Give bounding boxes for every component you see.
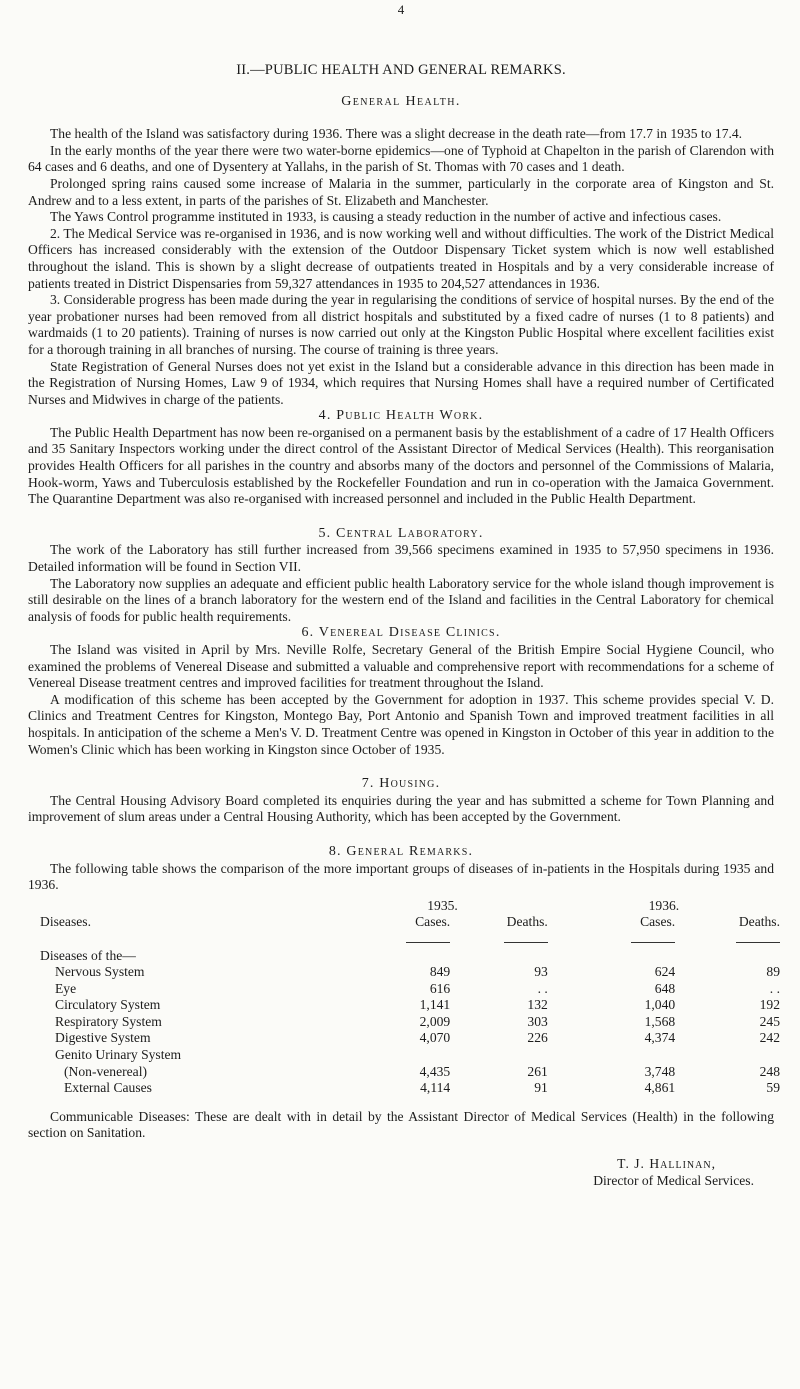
header-rule	[406, 942, 450, 943]
report-body	[28, 126, 780, 1189]
deaths-1936: . .	[769, 980, 780, 996]
heading-central-laboratory: 5. Central Laboratory.	[318, 525, 484, 541]
heading-general-remarks: 8. General Remarks.	[328, 843, 474, 859]
deaths-1935: 91	[534, 1080, 548, 1096]
year-header-1935: 1935.	[427, 897, 458, 913]
paragraph: The Laboratory now supplies an adequate and efficient public health Laboratory service for the whole island though improvement is still desirable on the lines of a branch laboratory for the western end of the Island and facilities in the Central Laboratory for chemical analysis of foods for public health requirements.	[28, 575, 774, 624]
cases-1935: 849	[429, 964, 451, 980]
signature-block	[28, 1156, 774, 1189]
paragraph: Prolonged spring rains caused some increase of Malaria in the summer, particularly in the corporate area of Kingston and St. Andrew and to a less extent, in parts of the parishes of St. Elizabeth and Manchester.	[28, 175, 774, 208]
signatory-name: T. J. Hallinan,	[617, 1156, 716, 1172]
paragraph: The Island was visited in April by Mrs. Neville Rolfe, Secretary General of the British Empire Social Hygiene Council, who examined the problems of Venereal Disease and submitted a valuable and comprehensive report with recommendations for a scheme of Venereal Disease treatment centres and improved facilities for treatment throughout the Island.	[28, 642, 774, 691]
deaths-1936: 59	[766, 1080, 780, 1096]
table-row	[28, 964, 780, 981]
table-row	[28, 1030, 780, 1047]
deaths-1935: 261	[527, 1063, 548, 1079]
paragraph: The Public Health Department has now been re-organised on a permanent basis by the establishment of a cadre of 17 Health Officers and 35 Sanitary Inspectors working under the direct control of the Assistant Director of Medical Services (Health). This reorganisation provides Health Officers for all parishes in the country and absorbs many of the doctors and personnel of the Commissions of Malaria, Hook-worm, Yaws and Tuberculosis established by the Rockefeller Foundation and run in co-operation with the Jamaica Government. The Quarantine Department was also re-organised with increased personnel and included in the Public Health Department.	[28, 424, 774, 507]
deaths-1936: 242	[759, 1030, 780, 1046]
cases-1935: 4,114	[420, 1080, 451, 1096]
paragraph: The following table shows the comparison of the more important groups of diseases of in-patients in the Hospitals during 1935 and 1936.	[28, 860, 774, 893]
cases-1935: 616	[429, 980, 451, 996]
table-row	[28, 997, 780, 1014]
cases-1936: 648	[654, 980, 676, 996]
group-label: Diseases of the—	[40, 947, 136, 963]
table-row	[28, 1014, 780, 1031]
deaths-1935: . .	[537, 980, 548, 996]
disease-name: Digestive System	[55, 1030, 151, 1046]
deaths-1935: 132	[527, 997, 548, 1013]
deaths-1936: 192	[759, 997, 780, 1013]
disease-name: (Non-venereal)	[64, 1063, 148, 1079]
paragraph: The health of the Island was satisfactory during 1936. There was a slight decrease in the death rate—from 17.7 in 1935 to 17.4.	[50, 126, 743, 142]
heading-venereal-disease-clinics: 6. Venereal Disease Clinics.	[301, 625, 501, 641]
cases-1936: 1,040	[644, 997, 676, 1013]
cases-1936: 4,374	[644, 1030, 676, 1046]
section-title: II.—PUBLIC HEALTH AND GENERAL REMARKS.	[236, 62, 566, 78]
cases-1935: 4,070	[419, 1030, 451, 1046]
column-header-deaths: Deaths.	[506, 914, 548, 930]
paragraph: In the early months of the year there were two water-borne epidemics—one of Typhoid at Chapelton in the parish of Clarendon with 64 cases and 6 deaths, and one of Dysentery at Yallahs, in the parish of St. Thomas with 70 cases and 1 death.	[28, 142, 774, 175]
paragraph: The work of the Laboratory has still further increased from 39,566 specimens examined in 1935 to 57,950 specimens in 1936. Detailed information will be found in Section VII.	[28, 542, 774, 575]
column-header-cases: Cases.	[415, 914, 451, 930]
deaths-1936: 89	[766, 964, 780, 980]
header-rule	[736, 942, 780, 943]
cases-1936: 1,568	[644, 1013, 676, 1029]
paragraph: The Central Housing Advisory Board completed its enquiries during the year and has submitted a scheme for Town Planning and improvement of slum areas under a Central Housing Authority, which has been accepted by the Government.	[28, 792, 774, 825]
deaths-1936: 248	[759, 1063, 780, 1079]
disease-name: Respiratory System	[55, 1013, 162, 1029]
section-subtitle: General Health.	[341, 93, 461, 109]
cases-1935: 4,435	[419, 1063, 451, 1079]
paragraph: The Yaws Control programme instituted in 1933, is causing a steady reduction in the number of active and infectious cases.	[50, 209, 722, 225]
cases-1936: 3,748	[644, 1063, 676, 1079]
group-label-genito: Genito Urinary System	[55, 1047, 182, 1063]
cases-1936: 624	[654, 964, 676, 980]
paragraph: 2. The Medical Service was re-organised in 1936, and is now working well and without difficulties. The work of the District Medical Officers has increased considerably with the extension of the Outdoor Dispensary Ticket system which is now well established throughout the island. This is shown by a slight decrease of outpatients treated in Hospitals and by a very considerable increase of patients treated in District Dispensaries from 59,327 attendances in 1935 to 204,527 attendances in 1936.	[28, 225, 774, 291]
table-row	[28, 1064, 780, 1081]
disease-name: Nervous System	[55, 964, 145, 980]
deaths-1935: 303	[527, 1013, 548, 1029]
cases-1935: 2,009	[419, 1013, 451, 1029]
disease-name: External Causes	[64, 1080, 152, 1096]
column-header-cases: Cases.	[640, 914, 676, 930]
paragraph: 3. Considerable progress has been made during the year in regularising the conditions of service of hospital nurses. By the end of the year probationer nurses had been removed from all district hospitals and substituted by a fixed cadre of nurses (1 to 8 patients) and wardmaids (1 to 20 patients). Training of nurses is now carried out only at the Kingston Public Hospital where excellent facilities exist for a thorough training in all branches of nursing. The course of training is three years.	[28, 292, 774, 357]
year-header-1936: 1936.	[648, 897, 680, 913]
disease-name: Eye	[55, 980, 77, 996]
paragraph: Communicable Diseases: These are dealt with in detail by the Assistant Director of Medical Services (Health) in the following section on Sanitation.	[28, 1108, 774, 1141]
header-rule	[504, 942, 548, 943]
paragraph: State Registration of General Nurses does not yet exist in the Island but a considerable advance in this direction has been made in the Registration of Nursing Homes, Law 9 of 1934, which requires that Nursing Homes shall have a required number of Certificated Nurses and Midwives in charge of the patients.	[28, 358, 774, 407]
paragraph: A modification of this scheme has been accepted by the Government for adoption in 1937. This scheme provides special V. D. Clinics and Treatment Centres for Kingston, Montego Bay, Port Antonio and Spanish Town and improved treatment facilities in all hospitals. In anticipation of the scheme a Men's V. D. Treatment Centre was opened in Kingston in October of this year in addition to the Women's Clinic which has been working in Kingston since October of 1935.	[28, 691, 774, 757]
deaths-1935: 226	[527, 1030, 548, 1046]
deaths-1936: 245	[759, 1013, 780, 1029]
column-header-deaths: Deaths.	[738, 914, 780, 930]
page-number: 4	[397, 2, 405, 17]
heading-public-health-work: 4. Public Health Work.	[318, 408, 484, 424]
cases-1936: 4,861	[644, 1080, 676, 1096]
header-rule	[631, 942, 675, 943]
table-row	[28, 1080, 780, 1097]
column-header-diseases: Diseases.	[40, 914, 91, 930]
disease-name: Circulatory System	[55, 997, 161, 1013]
table-row	[28, 981, 780, 998]
cases-1935: 1,141	[419, 997, 451, 1013]
disease-comparison-table	[28, 898, 780, 1097]
signatory-role: Director of Medical Services.	[593, 1172, 754, 1188]
heading-housing: 7. Housing.	[361, 776, 441, 792]
deaths-1935: 93	[534, 964, 548, 980]
